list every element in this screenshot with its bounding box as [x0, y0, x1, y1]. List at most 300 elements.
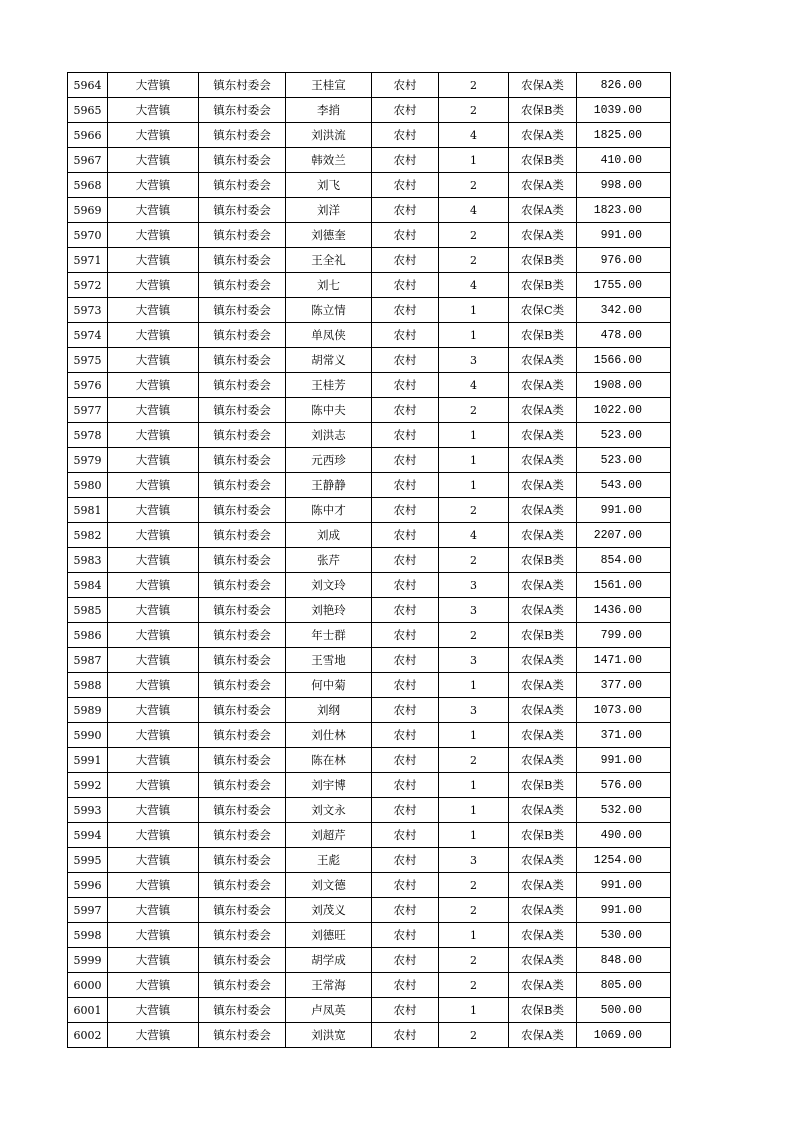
- cell-id: 5981: [68, 498, 108, 523]
- cell-amount: 991.00: [577, 498, 671, 523]
- cell-id: 5987: [68, 648, 108, 673]
- table-row: [68, 573, 671, 598]
- cell-name: 刘茂义: [286, 898, 372, 923]
- cell-count: 2: [439, 1023, 509, 1048]
- cell-name: 王常海: [286, 973, 372, 998]
- cell-type: 农保A类: [509, 423, 577, 448]
- cell-type: 农保A类: [509, 798, 577, 823]
- cell-committee: 镇东村委会: [199, 123, 286, 148]
- cell-type: 农保A类: [509, 223, 577, 248]
- cell-type: 农保B类: [509, 548, 577, 573]
- cell-count: 2: [439, 623, 509, 648]
- cell-id: 5984: [68, 573, 108, 598]
- cell-count: 4: [439, 123, 509, 148]
- cell-count: 2: [439, 223, 509, 248]
- cell-amount: 1436.00: [577, 598, 671, 623]
- cell-id: 5982: [68, 523, 108, 548]
- cell-area: 农村: [372, 148, 439, 173]
- cell-id: 5977: [68, 398, 108, 423]
- table-row: [68, 123, 671, 148]
- cell-name: 刘文德: [286, 873, 372, 898]
- cell-committee: 镇东村委会: [199, 98, 286, 123]
- table-row: [68, 648, 671, 673]
- cell-name: 刘纲: [286, 698, 372, 723]
- table-row: [68, 698, 671, 723]
- table-row: [68, 223, 671, 248]
- cell-area: 农村: [372, 423, 439, 448]
- cell-area: 农村: [372, 998, 439, 1023]
- table-row: [68, 548, 671, 573]
- cell-id: 5988: [68, 673, 108, 698]
- data-table: [67, 72, 671, 1048]
- cell-amount: 371.00: [577, 723, 671, 748]
- cell-type: 农保A类: [509, 698, 577, 723]
- table-row: [68, 623, 671, 648]
- cell-area: 农村: [372, 873, 439, 898]
- cell-area: 农村: [372, 823, 439, 848]
- table-row: [68, 273, 671, 298]
- cell-area: 农村: [372, 348, 439, 373]
- cell-count: 3: [439, 573, 509, 598]
- cell-count: 1: [439, 673, 509, 698]
- cell-count: 2: [439, 498, 509, 523]
- table-row: [68, 198, 671, 223]
- cell-area: 农村: [372, 748, 439, 773]
- cell-amount: 377.00: [577, 673, 671, 698]
- table-row: [68, 948, 671, 973]
- cell-type: 农保A类: [509, 723, 577, 748]
- cell-area: 农村: [372, 373, 439, 398]
- cell-name: 单凤侠: [286, 323, 372, 348]
- cell-town: 大营镇: [108, 373, 199, 398]
- cell-amount: 1755.00: [577, 273, 671, 298]
- table-row: [68, 673, 671, 698]
- cell-committee: 镇东村委会: [199, 723, 286, 748]
- table-row: [68, 323, 671, 348]
- table-row: [68, 1023, 671, 1048]
- cell-town: 大营镇: [108, 323, 199, 348]
- cell-count: 1: [439, 323, 509, 348]
- cell-count: 2: [439, 748, 509, 773]
- cell-area: 农村: [372, 223, 439, 248]
- cell-town: 大营镇: [108, 123, 199, 148]
- cell-area: 农村: [372, 398, 439, 423]
- cell-town: 大营镇: [108, 248, 199, 273]
- cell-count: 4: [439, 523, 509, 548]
- cell-area: 农村: [372, 798, 439, 823]
- cell-name: 刘文玲: [286, 573, 372, 598]
- cell-area: 农村: [372, 273, 439, 298]
- cell-name: 刘洋: [286, 198, 372, 223]
- cell-committee: 镇东村委会: [199, 598, 286, 623]
- cell-type: 农保A类: [509, 923, 577, 948]
- cell-committee: 镇东村委会: [199, 648, 286, 673]
- cell-type: 农保A类: [509, 573, 577, 598]
- cell-area: 农村: [372, 173, 439, 198]
- cell-amount: 576.00: [577, 773, 671, 798]
- cell-type: 农保A类: [509, 473, 577, 498]
- cell-amount: 1561.00: [577, 573, 671, 598]
- cell-name: 胡常义: [286, 348, 372, 373]
- cell-area: 农村: [372, 923, 439, 948]
- cell-committee: 镇东村委会: [199, 73, 286, 98]
- cell-type: 农保B类: [509, 248, 577, 273]
- cell-committee: 镇东村委会: [199, 448, 286, 473]
- cell-committee: 镇东村委会: [199, 998, 286, 1023]
- cell-town: 大营镇: [108, 148, 199, 173]
- cell-id: 5973: [68, 298, 108, 323]
- cell-type: 农保B类: [509, 623, 577, 648]
- cell-count: 1: [439, 148, 509, 173]
- cell-name: 刘七: [286, 273, 372, 298]
- cell-area: 农村: [372, 473, 439, 498]
- cell-type: 农保A类: [509, 198, 577, 223]
- table-row: [68, 773, 671, 798]
- cell-type: 农保A类: [509, 173, 577, 198]
- cell-area: 农村: [372, 123, 439, 148]
- cell-count: 1: [439, 773, 509, 798]
- table-row: [68, 848, 671, 873]
- cell-town: 大营镇: [108, 673, 199, 698]
- cell-amount: 523.00: [577, 423, 671, 448]
- cell-id: 5967: [68, 148, 108, 173]
- cell-name: 刘德旺: [286, 923, 372, 948]
- cell-count: 3: [439, 648, 509, 673]
- cell-name: 王静静: [286, 473, 372, 498]
- cell-committee: 镇东村委会: [199, 923, 286, 948]
- cell-area: 农村: [372, 198, 439, 223]
- cell-amount: 490.00: [577, 823, 671, 848]
- cell-committee: 镇东村委会: [199, 698, 286, 723]
- cell-committee: 镇东村委会: [199, 373, 286, 398]
- cell-committee: 镇东村委会: [199, 798, 286, 823]
- cell-amount: 342.00: [577, 298, 671, 323]
- cell-id: 5978: [68, 423, 108, 448]
- cell-name: 刘洪宽: [286, 1023, 372, 1048]
- cell-town: 大营镇: [108, 398, 199, 423]
- cell-name: 刘德奎: [286, 223, 372, 248]
- cell-id: 5994: [68, 823, 108, 848]
- cell-type: 农保B类: [509, 998, 577, 1023]
- cell-count: 1: [439, 723, 509, 748]
- cell-town: 大营镇: [108, 723, 199, 748]
- cell-area: 农村: [372, 948, 439, 973]
- cell-type: 农保A类: [509, 973, 577, 998]
- table-row: [68, 798, 671, 823]
- cell-name: 胡学成: [286, 948, 372, 973]
- cell-committee: 镇东村委会: [199, 673, 286, 698]
- cell-name: 刘洪志: [286, 423, 372, 448]
- cell-committee: 镇东村委会: [199, 548, 286, 573]
- cell-name: 刘洪流: [286, 123, 372, 148]
- cell-name: 年士群: [286, 623, 372, 648]
- cell-committee: 镇东村委会: [199, 973, 286, 998]
- cell-committee: 镇东村委会: [199, 173, 286, 198]
- cell-committee: 镇东村委会: [199, 323, 286, 348]
- cell-amount: 1823.00: [577, 198, 671, 223]
- cell-committee: 镇东村委会: [199, 398, 286, 423]
- cell-amount: 1825.00: [577, 123, 671, 148]
- cell-town: 大营镇: [108, 923, 199, 948]
- cell-committee: 镇东村委会: [199, 823, 286, 848]
- cell-amount: 543.00: [577, 473, 671, 498]
- cell-name: 韩效兰: [286, 148, 372, 173]
- cell-name: 陈立情: [286, 298, 372, 323]
- cell-town: 大营镇: [108, 648, 199, 673]
- cell-amount: 848.00: [577, 948, 671, 973]
- cell-town: 大营镇: [108, 773, 199, 798]
- cell-amount: 1039.00: [577, 98, 671, 123]
- cell-count: 3: [439, 848, 509, 873]
- cell-area: 农村: [372, 73, 439, 98]
- cell-amount: 991.00: [577, 223, 671, 248]
- cell-count: 4: [439, 373, 509, 398]
- cell-committee: 镇东村委会: [199, 773, 286, 798]
- cell-committee: 镇东村委会: [199, 523, 286, 548]
- cell-count: 1: [439, 798, 509, 823]
- cell-id: 5995: [68, 848, 108, 873]
- cell-name: 王全礼: [286, 248, 372, 273]
- cell-amount: 826.00: [577, 73, 671, 98]
- table-row: [68, 423, 671, 448]
- table-row: [68, 598, 671, 623]
- cell-amount: 799.00: [577, 623, 671, 648]
- cell-name: 刘仕林: [286, 723, 372, 748]
- cell-town: 大营镇: [108, 873, 199, 898]
- cell-committee: 镇东村委会: [199, 248, 286, 273]
- cell-town: 大营镇: [108, 598, 199, 623]
- cell-town: 大营镇: [108, 498, 199, 523]
- cell-town: 大营镇: [108, 298, 199, 323]
- cell-amount: 854.00: [577, 548, 671, 573]
- cell-count: 3: [439, 348, 509, 373]
- cell-name: 刘艳玲: [286, 598, 372, 623]
- table-row: [68, 298, 671, 323]
- cell-amount: 1069.00: [577, 1023, 671, 1048]
- table-row: [68, 473, 671, 498]
- cell-id: 5985: [68, 598, 108, 623]
- cell-area: 农村: [372, 623, 439, 648]
- cell-amount: 2207.00: [577, 523, 671, 548]
- table-row: [68, 448, 671, 473]
- cell-id: 5983: [68, 548, 108, 573]
- cell-amount: 478.00: [577, 323, 671, 348]
- cell-id: 5993: [68, 798, 108, 823]
- cell-id: 5991: [68, 748, 108, 773]
- cell-type: 农保A类: [509, 948, 577, 973]
- cell-area: 农村: [372, 298, 439, 323]
- cell-id: 5965: [68, 98, 108, 123]
- cell-id: 5969: [68, 198, 108, 223]
- cell-count: 2: [439, 548, 509, 573]
- cell-committee: 镇东村委会: [199, 948, 286, 973]
- cell-amount: 1566.00: [577, 348, 671, 373]
- table-row: [68, 873, 671, 898]
- cell-count: 1: [439, 923, 509, 948]
- cell-area: 农村: [372, 98, 439, 123]
- cell-type: 农保A类: [509, 598, 577, 623]
- cell-amount: 500.00: [577, 998, 671, 1023]
- cell-town: 大营镇: [108, 898, 199, 923]
- cell-id: 5968: [68, 173, 108, 198]
- cell-amount: 1908.00: [577, 373, 671, 398]
- cell-area: 农村: [372, 723, 439, 748]
- cell-id: 5996: [68, 873, 108, 898]
- cell-type: 农保A类: [509, 1023, 577, 1048]
- cell-town: 大营镇: [108, 73, 199, 98]
- cell-count: 2: [439, 973, 509, 998]
- cell-count: 4: [439, 273, 509, 298]
- cell-id: 5992: [68, 773, 108, 798]
- cell-area: 农村: [372, 698, 439, 723]
- table-row: [68, 73, 671, 98]
- cell-town: 大营镇: [108, 273, 199, 298]
- cell-amount: 1073.00: [577, 698, 671, 723]
- cell-area: 农村: [372, 848, 439, 873]
- cell-town: 大营镇: [108, 798, 199, 823]
- cell-town: 大营镇: [108, 198, 199, 223]
- cell-committee: 镇东村委会: [199, 573, 286, 598]
- cell-id: 5964: [68, 73, 108, 98]
- cell-id: 5966: [68, 123, 108, 148]
- cell-committee: 镇东村委会: [199, 873, 286, 898]
- cell-committee: 镇东村委会: [199, 498, 286, 523]
- cell-type: 农保A类: [509, 373, 577, 398]
- table-row: [68, 148, 671, 173]
- cell-type: 农保C类: [509, 298, 577, 323]
- cell-amount: 991.00: [577, 873, 671, 898]
- cell-name: 何中菊: [286, 673, 372, 698]
- cell-area: 农村: [372, 1023, 439, 1048]
- cell-count: 2: [439, 948, 509, 973]
- cell-count: 2: [439, 98, 509, 123]
- cell-town: 大营镇: [108, 623, 199, 648]
- cell-type: 农保B类: [509, 98, 577, 123]
- cell-area: 农村: [372, 548, 439, 573]
- cell-town: 大营镇: [108, 548, 199, 573]
- cell-count: 4: [439, 198, 509, 223]
- cell-area: 农村: [372, 448, 439, 473]
- cell-id: 5986: [68, 623, 108, 648]
- table-row: [68, 173, 671, 198]
- cell-name: 王雪地: [286, 648, 372, 673]
- cell-town: 大营镇: [108, 998, 199, 1023]
- cell-town: 大营镇: [108, 423, 199, 448]
- cell-amount: 805.00: [577, 973, 671, 998]
- cell-type: 农保B类: [509, 823, 577, 848]
- cell-id: 5990: [68, 723, 108, 748]
- cell-town: 大营镇: [108, 98, 199, 123]
- cell-id: 5970: [68, 223, 108, 248]
- cell-committee: 镇东村委会: [199, 1023, 286, 1048]
- cell-id: 6001: [68, 998, 108, 1023]
- table-row: [68, 998, 671, 1023]
- table-row: [68, 748, 671, 773]
- cell-id: 5972: [68, 273, 108, 298]
- cell-town: 大营镇: [108, 698, 199, 723]
- cell-type: 农保A类: [509, 673, 577, 698]
- cell-town: 大营镇: [108, 848, 199, 873]
- cell-amount: 1471.00: [577, 648, 671, 673]
- cell-area: 农村: [372, 973, 439, 998]
- cell-name: 刘宇博: [286, 773, 372, 798]
- cell-name: 王桂宣: [286, 73, 372, 98]
- cell-count: 1: [439, 423, 509, 448]
- table-row: [68, 723, 671, 748]
- cell-type: 农保B类: [509, 148, 577, 173]
- cell-town: 大营镇: [108, 223, 199, 248]
- table-row: [68, 373, 671, 398]
- cell-name: 刘飞: [286, 173, 372, 198]
- cell-count: 2: [439, 398, 509, 423]
- cell-count: 1: [439, 298, 509, 323]
- cell-area: 农村: [372, 673, 439, 698]
- cell-name: 李捎: [286, 98, 372, 123]
- cell-id: 5971: [68, 248, 108, 273]
- cell-count: 1: [439, 823, 509, 848]
- cell-town: 大营镇: [108, 473, 199, 498]
- cell-id: 5974: [68, 323, 108, 348]
- cell-amount: 991.00: [577, 898, 671, 923]
- cell-committee: 镇东村委会: [199, 748, 286, 773]
- cell-count: 2: [439, 73, 509, 98]
- table-row: [68, 973, 671, 998]
- cell-committee: 镇东村委会: [199, 298, 286, 323]
- cell-town: 大营镇: [108, 573, 199, 598]
- cell-name: 陈在林: [286, 748, 372, 773]
- cell-type: 农保A类: [509, 348, 577, 373]
- cell-type: 农保B类: [509, 773, 577, 798]
- cell-count: 2: [439, 898, 509, 923]
- cell-committee: 镇东村委会: [199, 223, 286, 248]
- cell-id: 5997: [68, 898, 108, 923]
- table-row: [68, 348, 671, 373]
- cell-committee: 镇东村委会: [199, 198, 286, 223]
- cell-committee: 镇东村委会: [199, 148, 286, 173]
- table-row: [68, 898, 671, 923]
- cell-town: 大营镇: [108, 948, 199, 973]
- cell-town: 大营镇: [108, 823, 199, 848]
- cell-area: 农村: [372, 573, 439, 598]
- cell-committee: 镇东村委会: [199, 623, 286, 648]
- cell-town: 大营镇: [108, 348, 199, 373]
- cell-committee: 镇东村委会: [199, 473, 286, 498]
- cell-amount: 523.00: [577, 448, 671, 473]
- cell-name: 王彪: [286, 848, 372, 873]
- cell-id: 5998: [68, 923, 108, 948]
- cell-name: 卢凤英: [286, 998, 372, 1023]
- cell-town: 大营镇: [108, 1023, 199, 1048]
- cell-area: 农村: [372, 648, 439, 673]
- cell-area: 农村: [372, 248, 439, 273]
- table-row: [68, 823, 671, 848]
- cell-name: 张芹: [286, 548, 372, 573]
- cell-id: 6000: [68, 973, 108, 998]
- cell-id: 5999: [68, 948, 108, 973]
- cell-area: 农村: [372, 773, 439, 798]
- cell-area: 农村: [372, 898, 439, 923]
- cell-type: 农保A类: [509, 648, 577, 673]
- cell-area: 农村: [372, 598, 439, 623]
- cell-id: 6002: [68, 1023, 108, 1048]
- cell-type: 农保A类: [509, 848, 577, 873]
- cell-type: 农保A类: [509, 498, 577, 523]
- cell-type: 农保B类: [509, 273, 577, 298]
- cell-amount: 998.00: [577, 173, 671, 198]
- table-row: [68, 923, 671, 948]
- cell-town: 大营镇: [108, 448, 199, 473]
- cell-name: 陈中夫: [286, 398, 372, 423]
